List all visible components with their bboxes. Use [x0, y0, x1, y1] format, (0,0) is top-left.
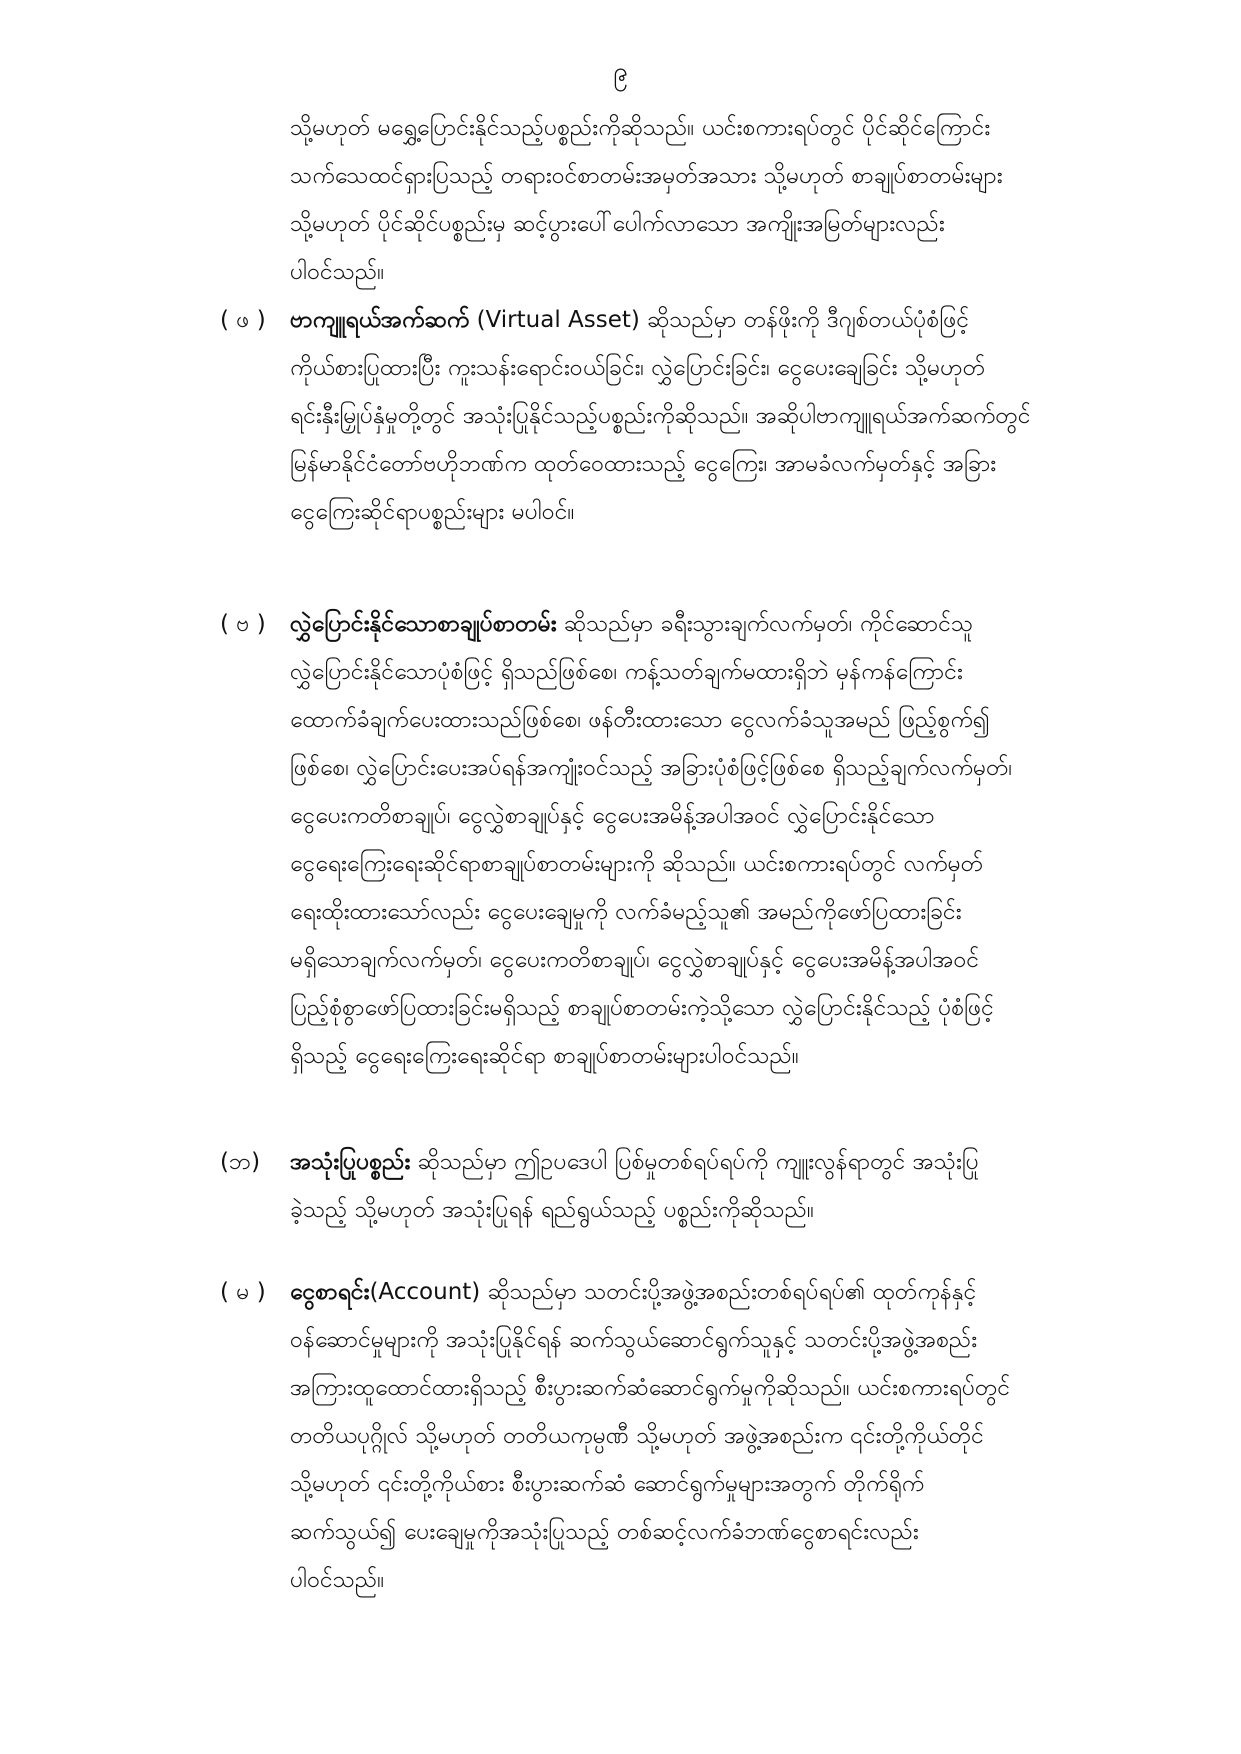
defined-term: ဗာကျူရယ်အက်ဆက် [290, 307, 470, 333]
text-line: သို့မဟုတ် ၎င်းတို့ကိုယ်စား စီးပွားဆက်ဆံ ဆောင်ရွက်မှုများအတွက် တိုက်ရိုက် [290, 1471, 925, 1497]
text-line: ရှိသည့် ငွေရေးကြေးရေးဆိုင်ရာ စာချုပ်စာတမ်းများပါဝင်သည်။ [290, 1043, 799, 1069]
text-line: မြန်မာနိုင်ငံတော်ဗဟိုဘဏ်က ထုတ်ဝေထားသည့် ငွေကြေး၊ အာမခံလက်မှတ်နှင့် အခြား [290, 451, 997, 477]
item-label: ( ဖ ) [220, 307, 266, 333]
item-body [290, 1268, 1170, 1604]
item-body [290, 600, 1170, 1080]
text-line: သက်သေထင်ရှားပြသည့် တရားဝင်စာတမ်းအမှတ်အသား သို့မဟုတ် စာချုပ်စာတမ်းများ [290, 163, 1003, 189]
text-line: ရေးထိုးထားသော်လည်း ငွေပေးချေမှုကို လက်ခံမည့်သူ၏ အမည်ကိုဖော်ပြထားခြင်း [290, 899, 962, 925]
text-line [290, 1268, 1170, 1316]
text-line [290, 1138, 1170, 1186]
text-line: မရှိသောချက်လက်မှတ်၊ ငွေပေးကတိစာချုပ်၊ ငွေလွှဲစာချုပ်နှင့် ငွေပေးအမိန့်အပါအဝင် [290, 947, 980, 973]
text-line: အကြားထူထောင်ထားရှိသည့် စီးပွားဆက်ဆံဆောင်ရွက်မှုကိုဆိုသည်။ ယင်းစကားရပ်တွင် [290, 1375, 1011, 1401]
text-line [290, 600, 1170, 648]
text-line: ပါဝင်သည်။ [290, 1567, 385, 1593]
text-line [290, 296, 1170, 344]
text-line: သို့မဟုတ် မရွှေ့ပြောင်းနိုင်သည့်ပစ္စည်းကိုဆိုသည်။ ယင်းစကားရပ်တွင် ပိုင်ဆိုင်ကြောင်း [290, 115, 991, 141]
text-line: သို့မဟုတ် ပိုင်ဆိုင်ပစ္စည်းမှ ဆင့်ပွားပေါ်ပေါက်လာသော အကျိုးအမြတ်များလည်း [290, 211, 945, 237]
text-line: ဖြစ်စေ၊ လွှဲပြောင်းပေးအပ်ရန်အကျုံးဝင်သည့် အခြားပုံစံဖြင့်ဖြစ်စေ ရှိသည့်ချက်လက်မှတ်၊ [290, 755, 1013, 781]
term-rest: (Account) ဆိုသည်မှာ သတင်းပို့အဖွဲ့အစည်းတစ်ရပ်ရပ်၏ ထုတ်ကုန်နှင့် [369, 1279, 977, 1305]
page-number: ၉ [613, 57, 628, 87]
item-body [290, 1138, 1170, 1234]
term-rest: ဆိုသည်မှာ ဤဥပဒေပါ ပြစ်မှုတစ်ရပ်ရပ်ကို ကျူးလွန်ရာတွင် အသုံးပြု [410, 1149, 979, 1175]
text-line: ဆက်သွယ်၍ ပေးချေမှုကိုအသုံးပြုသည့် တစ်ဆင့်လက်ခံဘဏ်ငွေစာရင်းလည်း [290, 1519, 919, 1545]
text-line: ထောက်ခံချက်ပေးထားသည်ဖြစ်စေ၊ ဖန်တီးထားသော ငွေလက်ခံသူအမည် ဖြည့်စွက်၍ [290, 707, 991, 733]
text-line: ငွေရေးကြေးရေးဆိုင်ရာစာချုပ်စာတမ်းများကို ဆိုသည်။ ယင်းစကားရပ်တွင် လက်မှတ် [290, 851, 984, 877]
term-rest: (Virtual Asset) ဆိုသည်မှာ တန်ဖိုးကို ဒီဂျစ်တယ်ပုံစံဖြင့် [469, 307, 970, 333]
text-line: ဝန်ဆောင်မှုများကို အသုံးပြုနိုင်ရန် ဆက်သွယ်ဆောင်ရွက်သူနှင့် သတင်းပို့အဖွဲ့အစည်း [290, 1327, 978, 1353]
item-label: ( ဗ ) [220, 611, 266, 637]
item-label: (ဘ) [220, 1149, 261, 1175]
text-line: ကိုယ်စားပြုထားပြီး ကူးသန်းရောင်းဝယ်ခြင်း၊ လွှဲပြောင်းခြင်း၊ ငွေပေးချေခြင်း သို့မဟုတ် [290, 355, 986, 381]
item-body [290, 296, 1170, 536]
text-line: ငွေကြေးဆိုင်ရာပစ္စည်းများ မပါဝင်။ [290, 499, 575, 525]
item-label: ( မ ) [220, 1279, 266, 1305]
text-line: ပြည့်စုံစွာဖော်ပြထားခြင်းမရှိသည့် စာချုပ်စာတမ်းကဲ့သို့သော လွှဲပြောင်းနိုင်သည့် ပုံစံဖြင့် [290, 995, 994, 1021]
text-line: လွှဲပြောင်းနိုင်သောပုံစံဖြင့် ရှိသည်ဖြစ်စေ၊ ကန့်သတ်ချက်မထားရှိဘဲ မှန်ကန်ကြောင်း [290, 659, 963, 685]
text-line: ခဲ့သည့် သို့မဟုတ် အသုံးပြုရန် ရည်ရွယ်သည့် ပစ္စည်းကိုဆိုသည်။ [290, 1197, 814, 1223]
text-line: တတိယပုဂ္ဂိုလ် သို့မဟုတ် တတိယကုမ္ပဏီ သို့မဟုတ် အဖွဲ့အစည်းက ၎င်းတို့ကိုယ်တိုင် [290, 1423, 984, 1449]
defined-term: အသုံးပြုပစ္စည်း [290, 1149, 411, 1175]
intro-paragraph [290, 104, 1170, 296]
term-rest: ဆိုသည်မှာ ခရီးသွားချက်လက်မှတ်၊ ကိုင်ဆောင်သူ [556, 611, 974, 637]
text-line: ရင်းနှီးမြှုပ်နှံမှုတို့တွင် အသုံးပြုနိုင်သည့်ပစ္စည်းကိုဆိုသည်။ အဆိုပါဗာကျူရယ်အက်ဆက်တွင် [290, 403, 1031, 429]
text-line: ငွေပေးကတိစာချုပ်၊ ငွေလွှဲစာချုပ်နှင့် ငွေပေးအမိန့်အပါအဝင် လွှဲပြောင်းနိုင်သော [290, 803, 935, 829]
text-line: ပါဝင်သည်။ [290, 259, 385, 285]
defined-term: လွှဲပြောင်းနိုင်သောစာချုပ်စာတမ်း [290, 611, 557, 637]
defined-term: ငွေစာရင်း [290, 1279, 370, 1305]
